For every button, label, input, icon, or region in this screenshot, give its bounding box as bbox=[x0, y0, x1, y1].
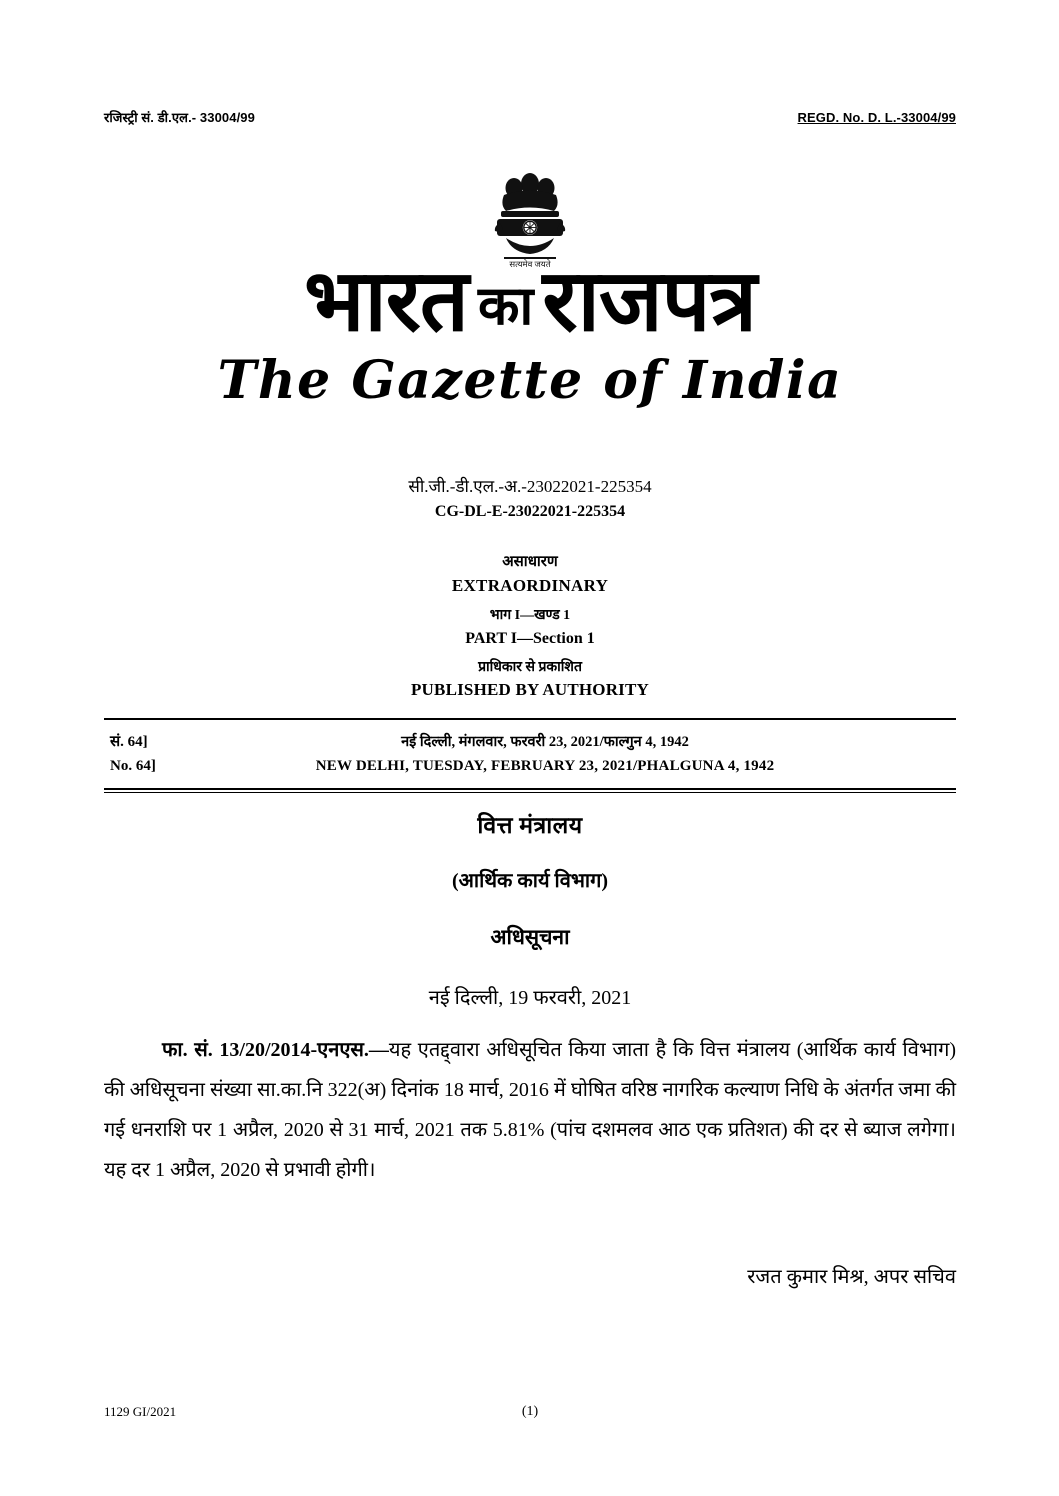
classification-block bbox=[104, 552, 956, 703]
divider-bottom-thin bbox=[104, 792, 956, 793]
issue-number-english: No. 64] bbox=[110, 758, 156, 775]
masthead-title-hindi bbox=[104, 253, 956, 349]
masthead-word-rajpatra: राजपत्र bbox=[542, 253, 756, 349]
divider-top bbox=[104, 718, 956, 720]
registry-line bbox=[104, 108, 956, 126]
issue-line-hindi bbox=[104, 730, 956, 754]
part-section-hindi: भाग I—खण्ड 1 bbox=[489, 608, 571, 624]
cgdl-english: CG-DL-E-23022021-225354 bbox=[434, 503, 626, 521]
notification-place-date: नई दिल्ली, 19 फरवरी, 2021 bbox=[428, 987, 632, 1009]
authority-english: PUBLISHED BY AUTHORITY bbox=[410, 680, 650, 700]
registry-number-english: REGD. No. D. L.-33004/99 bbox=[797, 110, 956, 125]
footer-print-code: 1129 GI/2021 bbox=[104, 1404, 177, 1419]
extraordinary-hindi: असाधारण bbox=[502, 554, 558, 570]
file-number: फा. सं. 13/20/2014-एनएस.— bbox=[162, 1039, 389, 1061]
signatory: रजत कुमार मिश्र, अपर सचिव bbox=[747, 1266, 956, 1288]
cgdl-hindi: सी.जी.-डी.एल.-अ.-23022021-225354 bbox=[408, 477, 652, 496]
svg-text:सत्यमेव जयते: सत्यमेव जयते bbox=[509, 259, 551, 269]
ministry-name: वित्त मंत्रालय bbox=[477, 813, 583, 838]
notification-headings bbox=[104, 808, 956, 1010]
part-section-english: PART I—Section 1 bbox=[465, 629, 595, 647]
authority-hindi: प्राधिकार से प्रकाशित bbox=[478, 659, 582, 675]
notification-body bbox=[104, 1030, 956, 1190]
footer-page-number: (1) bbox=[521, 1404, 539, 1419]
masthead bbox=[104, 253, 956, 411]
issue-number-hindi: सं. 64] bbox=[110, 734, 148, 750]
issue-place-date-english: NEW DELHI, TUESDAY, FEBRUARY 23, 2021/PHALGUNA 4, 1942 bbox=[315, 758, 775, 775]
masthead-word-ka: का bbox=[477, 276, 533, 336]
cgdl-identifier bbox=[104, 474, 956, 525]
extraordinary-english: EXTRAORDINARY bbox=[451, 575, 609, 595]
issue-line bbox=[104, 730, 956, 778]
masthead-word-bharat: भारत bbox=[304, 253, 468, 349]
notification-type: अधिसूचना bbox=[490, 925, 570, 949]
divider-bottom-thick bbox=[104, 788, 956, 790]
issue-place-date-hindi: नई दिल्ली, मंगलवार, फरवरी 23, 2021/फाल्गुन 4, 1942 bbox=[401, 734, 689, 750]
department-name: (आर्थिक कार्य विभाग) bbox=[451, 870, 609, 892]
masthead-title-english: The Gazette of India bbox=[217, 350, 843, 411]
registry-number-hindi: रजिस्ट्री सं. डी.एल.- 33004/99 bbox=[104, 110, 255, 125]
issue-line-english bbox=[104, 754, 956, 778]
notification-body-text: यह एतद्द्वारा अधिसूचित किया जाता है कि वित्त मंत्रालय (आर्थिक कार्य विभाग) की अधिसूचना संख्या सा.का.नि 322(अ) दिनांक 18 मार्च, 2016 में घोषित वरिष्ठ नागरिक कल्याण निधि के अंतर्गत जमा की गई धनराशि पर 1 अप्रैल, 2020 से 31 मार्च, 2021 तक 5.81% (पांच दशमलव आठ एक प्रतिशत) की दर से ब्याज लगेगा। यह दर 1 अप्रैल, 2020 से प्रभावी होगी। bbox=[104, 1039, 957, 1181]
